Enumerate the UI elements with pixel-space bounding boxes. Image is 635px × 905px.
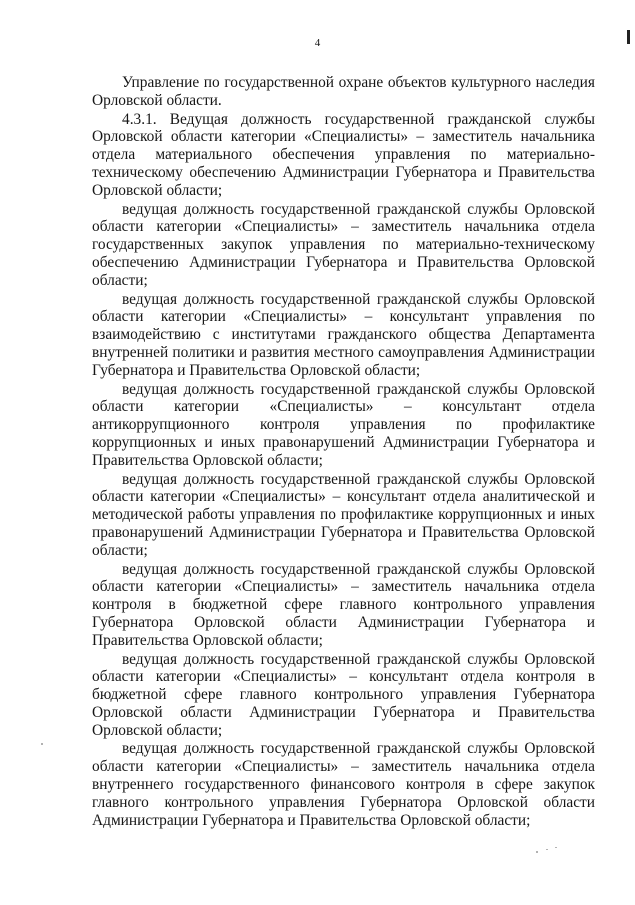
paragraph: 4.3.1. Ведущая должность государственной гражданской службы Орловской области категории «Специалисты» – заместитель начальника отдела материального обеспечения управления по материально-техническому обеспечению Администрации Губернатора и Правительства Орловской области; xyxy=(92,110,595,199)
paragraph: ведущая должность государственной гражданской службы Орловской области категории «Специалисты» – консультант отдела антикоррупционного контроля управления по профилактике коррупционных и иных правонарушений Администрации Губернатора и Правительства Орловской области; xyxy=(92,380,595,469)
paragraph: ведущая должность государственной гражданской службы Орловской области категории «Специалисты» – консультант отдела контроля в бюджетной сфере главного контрольного управления Губернатора Орловской области Администрации Губернатора и Правительства Орловской области; xyxy=(92,650,595,739)
scan-speck xyxy=(41,743,43,745)
page-number: 4 xyxy=(314,37,321,49)
paragraph: ведущая должность государственной гражданской службы Орловской области категории «Специалисты» – заместитель начальника отдела контроля в бюджетной сфере главного контрольного управления Губернатора Орловской области Администрации Губернатора и Правительства Орловской области; xyxy=(92,560,595,649)
scan-speck xyxy=(536,851,538,853)
scan-speck xyxy=(546,849,548,850)
scan-edge-mark xyxy=(627,30,630,44)
paragraph: ведущая должность государственной гражданской службы Орловской области категории «Специалисты» – заместитель начальника отдела государственных закупок управления по материально-техническому обеспечению Администрации Губернатора и Правительства Орловской области; xyxy=(92,200,595,289)
document-body xyxy=(92,74,595,830)
paragraph: ведущая должность государственной гражданской службы Орловской области категории «Специалисты» – заместитель начальника отдела внутреннего государственного финансового контроля в сфере закупок главного контрольного управления Губернатора Орловской области Администрации Губернатора и Правительства Орловской области; xyxy=(92,740,595,829)
paragraph: ведущая должность государственной гражданской службы Орловской области категории «Специалисты» – консультант отдела аналитической и методической работы управления по профилактике коррупционных и иных правонарушений Администрации Губернатора и Правительства Орловской области; xyxy=(92,470,595,559)
paragraph: ведущая должность государственной гражданской службы Орловской области категории «Специалисты» – консультант управления по взаимодействию с институтами гражданского общества Департамента внутренней политики и развития местного самоуправления Администрации Губернатора и Правительства Орловской области; xyxy=(92,290,595,379)
scan-speck xyxy=(555,847,557,848)
paragraph: Управление по государственной охране объектов культурного наследия Орловской области. xyxy=(92,74,595,109)
